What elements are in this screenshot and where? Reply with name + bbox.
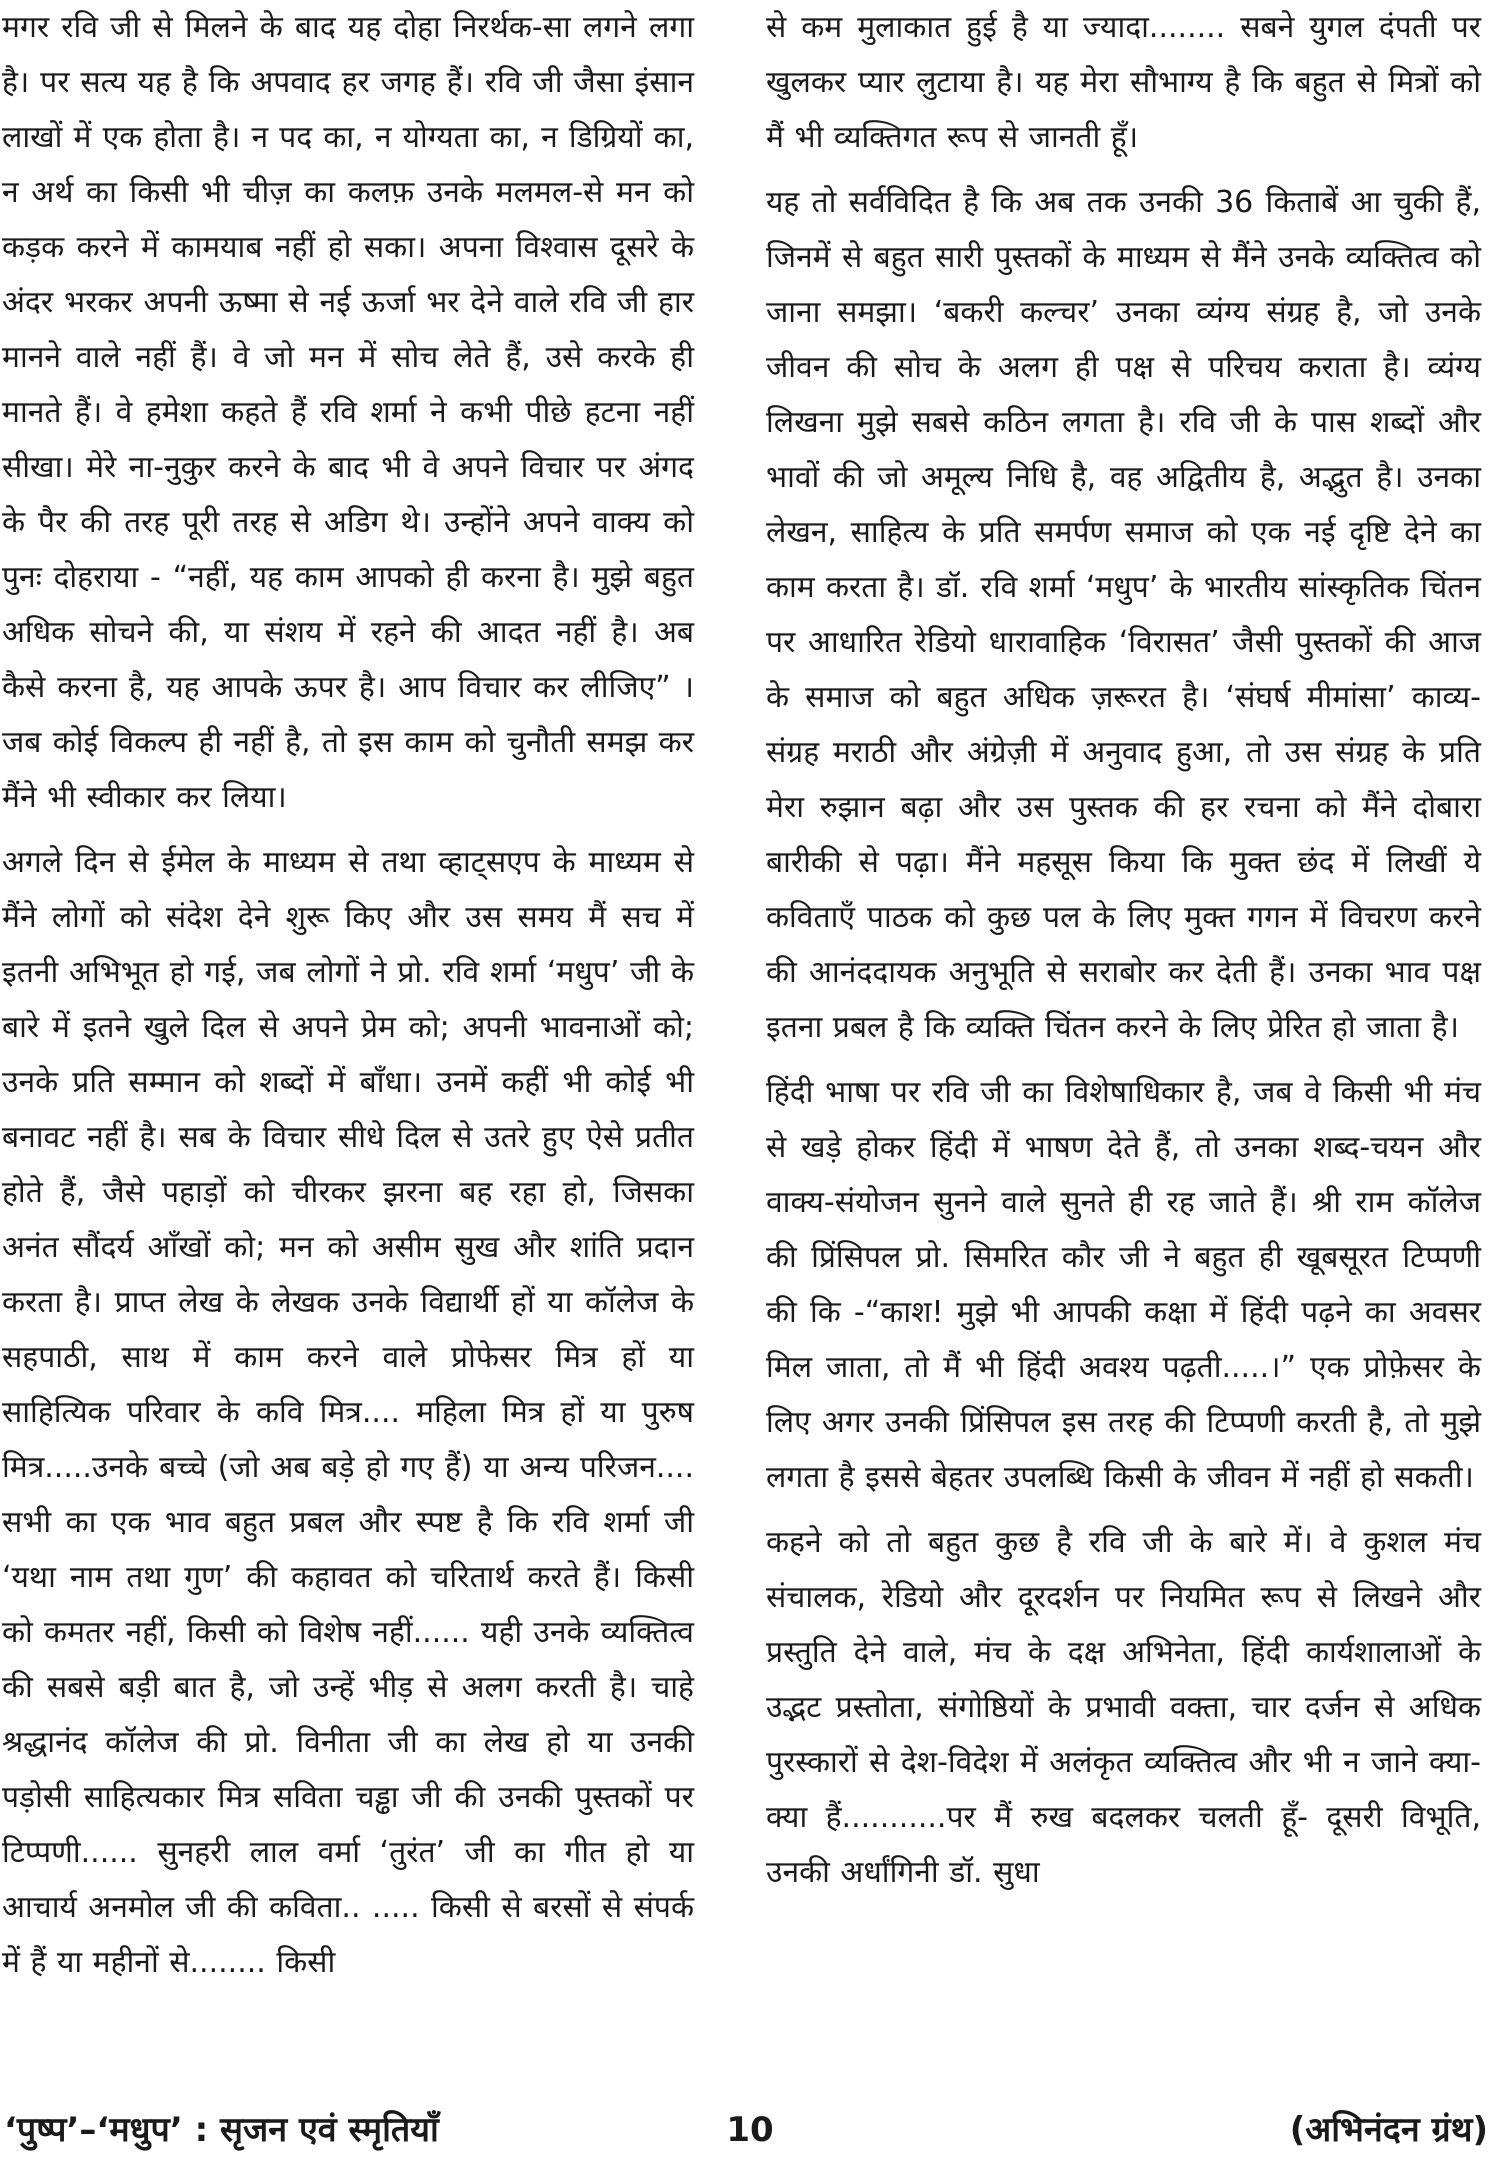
- paragraph: हिंदी भाषा पर रवि जी का विशेषाधिकार है, जब वे किसी भी मंच से खड़े होकर हिंदी में भाषण देते हैं, तो उनका शब्द-चयन और वाक्य-संयोजन सुनने वाले सुनते ही रह जाते हैं। श्री राम कॉलेज की प्रिंसिपल प्रो. सिमरित कौर जी ने बहुत ही खूबसूरत टिप्पणी की कि -“काश! मुझे भी आपकी कक्षा में हिंदी पढ़ने का अवसर मिल जाता, तो मैं भी हिंदी अवश्य पढ़ती.....।” एक प्रोफ़ेसर के लिए अगर उनकी प्रिंसिपल इस तरह की टिप्पणी करती है, तो मुझे लगता है इससे बेहतर उपलब्धि किसी के जीवन में नहीं हो सकती।: [766, 1075, 1481, 1495]
- page-number-wrap: [0, 2105, 1500, 2155]
- paragraph: मगर रवि जी से मिलने के बाद यह दोहा निरर्थक-सा लगने लगा है। पर सत्य यह है कि अपवाद हर जगह हैं। रवि जी जैसा इंसान लाखों में एक होता है। न पद का, न योग्यता का, न डिग्रियों का, न अर्थ का किसी भी चीज़ का कलफ़ उनके मलमल-से मन को कड़क करने में कामयाब नहीं हो सका। अपना विश्वास दूसरे के अंदर भरकर अपनी ऊष्मा से नई ऊर्जा भर देने वाले रवि जी हार मानने वाले नहीं हैं। वे जो मन में सोच लेते हैं, उसे करके ही मानते हैं। वे हमेशा कहते हैं रवि शर्मा ने कभी पीछे हटना नहीं सीखा। मेरे ना-नुकुर करने के बाद भी वे अपने विचार पर अंगद के पैर की तरह पूरी तरह से अडिग थे। उन्होंने अपने वाक्य को पुनः दोहराया - “नहीं, यह काम आपको ही करना है। मुझे बहुत अधिक सोचने की, या संशय में रहने की आदत नहीं है। अब कैसे करना है, यह आपके ऊपर है। आप विचार कर लीजिए” । जब कोई विकल्प ही नहीं है, तो इस काम को चुनौती समझ कर मैंने भी स्वीकार कर लिया।: [2, 10, 694, 815]
- footer-book-type: (अभिनंदन ग्रंथ): [1289, 2110, 1488, 2150]
- right-column: [766, 0, 1481, 1910]
- paragraph: कहने को तो बहुत कुछ है रवि जी के बारे में। वे कुशल मंच संचालक, रेडियो और दूरदर्शन पर नियमित रूप से लिखने और प्रस्तुति देने वाले, मंच के दक्ष अभिनेता, हिंदी कार्यशालाओं के उद्भट प्रस्तोता, संगोष्ठियों के प्रभावी वक्ता, चार दर्जन से अधिक पुरस्कारों से देश-विदेश में अलंकृत व्यक्तित्व और भी न जाने क्या-क्या हैं...........पर मैं रुख बदलकर चलती हूँ- दूसरी विभूति, उनकी अर्धांगिनी डॉ. सुधा: [766, 1525, 1481, 1890]
- left-column: [2, 0, 694, 2000]
- page-number: 10: [726, 2110, 774, 2150]
- paragraph: से कम मुलाकात हुई है या ज्यादा........ सबने युगल दंपती पर खुलकर प्यार लुटाया है। यह मेरा सौभाग्य है कि बहुत से मित्रों को मैं भी व्यक्तिगत रूप से जानती हूँ।: [766, 10, 1481, 155]
- paragraph: अगले दिन से ईमेल के माध्यम से तथा व्हाट्सएप के माध्यम से मैंने लोगों को संदेश देने शुरू किए और उस समय मैं सच में इतनी अभिभूत हो गई, जब लोगों ने प्रो. रवि शर्मा ‘मधुप’ जी के बारे में इतने खुले दिल से अपने प्रेम को; अपनी भावनाओं को; उनके प्रति सम्मान को शब्दों में बाँधा। उनमें कहीं भी कोई भी बनावट नहीं है। सब के विचार सीधे दिल से उतरे हुए ऐसे प्रतीत होते हैं, जैसे पहाड़ों को चीरकर झरना बह रहा हो, जिसका अनंत सौंदर्य आँखों को; मन को असीम सुख और शांति प्रदान करता है। प्राप्त लेख के लेखक उनके विद्यार्थी हों या कॉलेज के सहपाठी, साथ में काम करने वाले प्रोफेसर मित्र हों या साहित्यिक परिवार के कवि मित्र.... महिला मित्र हों या पुरुष मित्र.....उनके बच्चे (जो अब बड़े हो गए हैं) या अन्य परिजन.... सभी का एक भाव बहुत प्रबल और स्पष्ट है कि रवि शर्मा जी ‘यथा नाम तथा गुण’ की कहावत को चरितार्थ करते हैं। किसी को कमतर नहीं, किसी को विशेष नहीं...... यही उनके व्यक्तित्व की सबसे बड़ी बात है, जो उन्हें भीड़ से अलग करती है। चाहे श्रद्धानंद कॉलेज की प्रो. विनीता जी का लेख हो या उनकी पड़ोसी साहित्यकार मित्र सविता चड्ढा जी की उनकी पुस्तकों पर टिप्पणी...... सुनहरी लाल वर्मा ‘तुरंत’ जी का गीत हो या आचार्य अनमोल जी की कविता.. ..... किसी से बरसों से संपर्क में हैं या महीनों से........ किसी: [2, 845, 694, 1980]
- page-footer: [0, 2105, 1500, 2155]
- paragraph: यह तो सर्वविदित है कि अब तक उनकी 36 किताबें आ चुकी हैं, जिनमें से बहुत सारी पुस्तकों के माध्यम से मैंने उनके व्यक्तित्व को जाना समझा। ‘बकरी कल्चर’ उनका व्यंग्य संग्रह है, जो उनके जीवन की सोच के अलग ही पक्ष से परिचय कराता है। व्यंग्य लिखना मुझे सबसे कठिन लगता है। रवि जी के पास शब्दों और भावों की जो अमूल्य निधि है, वह अद्वितीय है, अद्भुत है। उनका लेखन, साहित्य के प्रति समर्पण समाज को एक नई दृष्टि देने का काम करता है। डॉ. रवि शर्मा ‘मधुप’ के भारतीय सांस्कृतिक चिंतन पर आधारित रेडियो धारावाहिक ‘विरासत’ जैसी पुस्तकों की आज के समाज को बहुत अधिक ज़रूरत है। ‘संघर्ष मीमांसा’ काव्य-संग्रह मराठी और अंग्रेज़ी में अनुवाद हुआ, तो उस संग्रह के प्रति मेरा रुझान बढ़ा और उस पुस्तक की हर रचना को मैंने दोबारा बारीकी से पढ़ा। मैंने महसूस किया कि मुक्त छंद में लिखीं ये कविताएँ पाठक को कुछ पल के लिए मुक्त गगन में विचरण करने की आनंददायक अनुभूति से सराबोर कर देती हैं। उनका भाव पक्ष इतना प्रबल है कि व्यक्ति चिंतन करने के लिए प्रेरित हो जाता है।: [766, 185, 1481, 1045]
- footer-book-title: ‘पुष्प’–‘मधुप’ : सृजन एवं स्मृतियाँ: [4, 2110, 439, 2150]
